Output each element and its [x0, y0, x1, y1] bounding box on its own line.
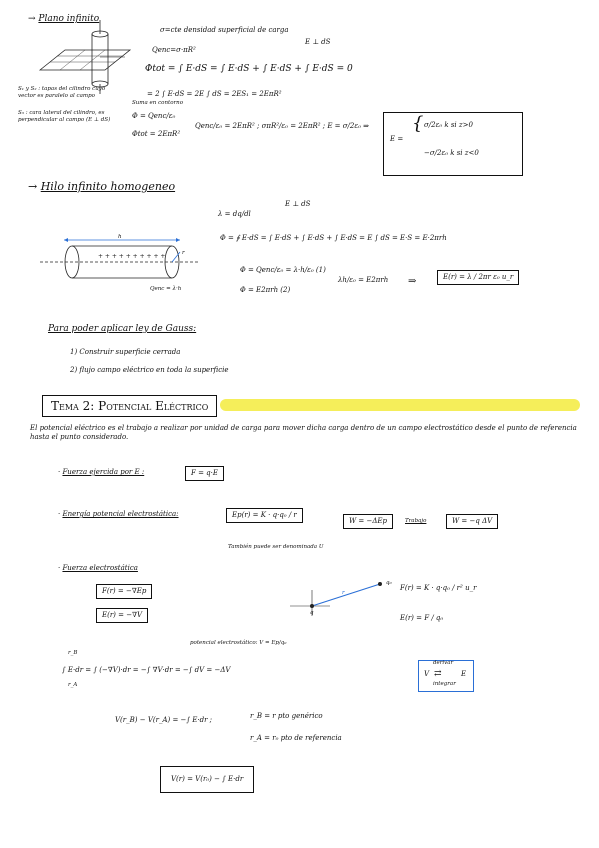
tema2-title: Tema 2: Potencial Eléctrico	[42, 395, 217, 417]
svg-text:+ + + + + + + + + +: + + + + + + + + + +	[98, 253, 166, 260]
energia-box: Ep(r) = K · q·q₀ / r	[226, 508, 303, 523]
result-lhs: E =	[390, 135, 404, 143]
eq-wire-1: Φ = Qenc/ε₀ = λ·h/ε₀ (1)	[240, 266, 326, 274]
result-bottom: −σ/2ε₀ k si z<0	[424, 149, 479, 157]
density-note: σ=cte densidad superficial de carga	[160, 26, 289, 34]
final-box: V(r) = V(r₀) − ∫ E·dr	[160, 766, 254, 793]
grad-box-2: E(r) = −∇V	[96, 608, 148, 623]
relation-e: E	[461, 670, 467, 678]
plane-cylinder-diagram	[30, 22, 140, 92]
relation-v: V	[424, 670, 430, 678]
fuerza-label: · Fuerza ejercida por E :	[58, 468, 145, 476]
eq-phi-right: Φtot = 2EπR²	[132, 130, 181, 138]
q0-label: q₀	[386, 580, 392, 586]
energia-label: · Energía potencial electrostática:	[58, 510, 179, 518]
q-label: Qenc = λ·h	[150, 286, 182, 292]
tema2-intro: El potencial eléctrico es el trabajo a realizar por unidad de carga para mover dicha carga dentro de un campo electrostático desde el punto de referencia hasta el punto considerado.	[30, 424, 577, 441]
note-lateral: S₃ : cara lateral del cilindro, es perpendicular al campo (E ⊥ dS)	[18, 110, 111, 123]
plano-heading: → Plano infinito	[28, 14, 100, 24]
r-vec-label: r	[342, 590, 345, 596]
eq-wire-2: Φ = E2πrh (2)	[240, 286, 291, 294]
eq-qenc: Qenc=σ·πR²	[152, 46, 196, 54]
energia-note: También puede ser denominada U	[228, 544, 324, 550]
relation-bottom: integrar	[433, 681, 456, 687]
lim-bot: r_A	[68, 682, 78, 688]
gauss-heading: Para poder aplicar ley de Gauss:	[48, 324, 197, 334]
gauss-item-1: 1) Construir superficie cerrada	[70, 348, 181, 356]
hilo-heading: → Hilo infinito homogeneo	[28, 180, 176, 193]
result-box-plane	[383, 112, 523, 176]
eq-wire-equal: λh/ε₀ = E2πrh	[338, 276, 389, 284]
charges-vector-diagram	[290, 578, 390, 618]
fuerza-box: F = q·E	[185, 466, 224, 481]
work-box: W = −ΔEp	[343, 514, 393, 529]
def-rb: r_B = r pto genérico	[250, 712, 323, 720]
fuerza-elec-label: · Fuerza electrostática	[58, 564, 138, 572]
result-top: σ/2ε₀ k si z>0	[424, 121, 473, 129]
gauss-item-2: 2) flujo campo eléctrico en toda la superficie	[70, 366, 229, 374]
perp-label-1: E ⊥ dS	[305, 38, 331, 46]
work-box-2: W = −q ΔV	[446, 514, 498, 529]
relation-top: derivar	[433, 660, 454, 666]
wire-cylinder-diagram	[40, 232, 200, 292]
lim-top: r_B	[68, 650, 78, 656]
eq-phitot: Φtot = ∫ E·dS = ∫ E·dS + ∫ E·dS + ∫ E·dS = 0	[145, 64, 353, 74]
q-label-2: q	[310, 610, 314, 616]
arrows-icon: ⇄	[434, 669, 442, 679]
vdiff-eq: V(r_B) − V(r_A) = −∫ E·dr ;	[115, 716, 213, 724]
grad-box-1: F(r) = −∇Ep	[96, 584, 152, 599]
brace-icon: {	[412, 113, 424, 134]
note-tapas: S₁ y S₂ : tapas del cilindro cuyo vector es paralelo al campo	[18, 86, 106, 99]
perp-label-2: E ⊥ dS	[285, 200, 311, 208]
work-label: Trabajo	[405, 518, 427, 524]
integral-chain: ∫ E·dr = ∫ (−∇V)·dr = −∫ ∇V·dr = −∫ dV = −ΔV	[62, 666, 231, 674]
implies-icon: ⇒	[408, 276, 417, 287]
def-ra: r_A = r₀ pto de referencia	[250, 734, 342, 742]
eq-equal-1: Qenc/ε₀ = 2EπR² ; σπR²/ε₀ = 2EπR² ; E = σ/2ε₀ ⇒	[195, 122, 370, 130]
r-label: r	[182, 250, 185, 256]
eq-phi-wire: Φ = ∮ E·dS = ∫ E·dS + ∫ E·dS + ∫ E·dS = E ∫ dS = E·S = E·2πrh	[220, 234, 447, 242]
relation-box	[418, 660, 474, 692]
coulomb-law: F(r) = K · q·q₀ / r² u_r	[400, 584, 477, 592]
h-label: h	[118, 234, 122, 240]
pot-note: potencial electrostático: V = Ep/q₀	[190, 640, 287, 646]
result-box-wire: E(r) = λ / 2πr ε₀ u_r	[437, 270, 519, 285]
sum-note: Suma en contorno	[132, 100, 184, 106]
lambda-def: λ = dq/dl	[218, 210, 251, 218]
title-highlight	[220, 399, 580, 411]
eq-phi-left: Φ = Qenc/ε₀	[132, 112, 176, 120]
field-def: E(r) = F / q₀	[400, 614, 444, 622]
eq-sum: = 2 ∫ E·dS = 2E ∫ dS = 2ES₁ = 2EπR²	[147, 90, 282, 98]
